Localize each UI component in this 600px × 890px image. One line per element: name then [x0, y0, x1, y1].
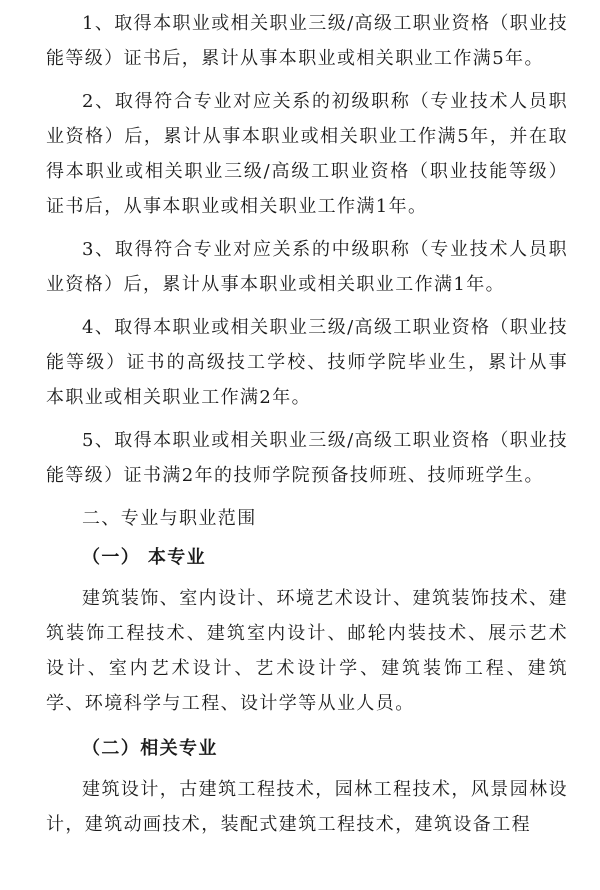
- section-heading: 二、专业与职业范围: [82, 508, 257, 529]
- own-major-list: 建筑装饰、室内设计、环境艺术设计、建筑装饰技术、建筑装饰工程技术、建筑室内设计、邮轮内装技术、展示艺术设计、室内艺术设计、艺术设计学、建筑装饰工程、建筑学、环境科学与工程、设计学等从业人员。: [46, 588, 568, 714]
- requirement-item-2: 2、取得符合专业对应关系的初级职称（专业技术人员职业资格）后，累计从事本职业或相关职业工作满5年，并在取得本职业或相关职业三级/高级工职业资格（职业技能等级）证书后，从事本职业或相关职业工作满1年。: [46, 91, 568, 217]
- requirement-item-5: 5、取得本职业或相关职业三级/高级工职业资格（职业技能等级）证书满2年的技师学院预备技师班、技师班学生。: [46, 430, 568, 486]
- requirement-item-1: 1、取得本职业或相关职业三级/高级工职业资格（职业技能等级）证书后，累计从事本职业或相关职业工作满5年。: [46, 13, 568, 69]
- related-major-list: 建筑设计，古建筑工程技术，园林工程技术，风景园林设计，建筑动画技术，装配式建筑工程技术，建筑设备工程: [46, 779, 568, 835]
- subsection-heading-own-major: （一） 本专业: [82, 547, 207, 568]
- requirement-item-4: 4、取得本职业或相关职业三级/高级工职业资格（职业技能等级）证书的高级技工学校、技师学院毕业生，累计从事本职业或相关职业工作满2年。: [46, 317, 568, 408]
- subsection-heading-related-major: （二）相关专业: [82, 738, 218, 759]
- requirement-item-3: 3、取得符合专业对应关系的中级职称（专业技术人员职业资格）后，累计从事本职业或相关职业工作满1年。: [46, 239, 568, 295]
